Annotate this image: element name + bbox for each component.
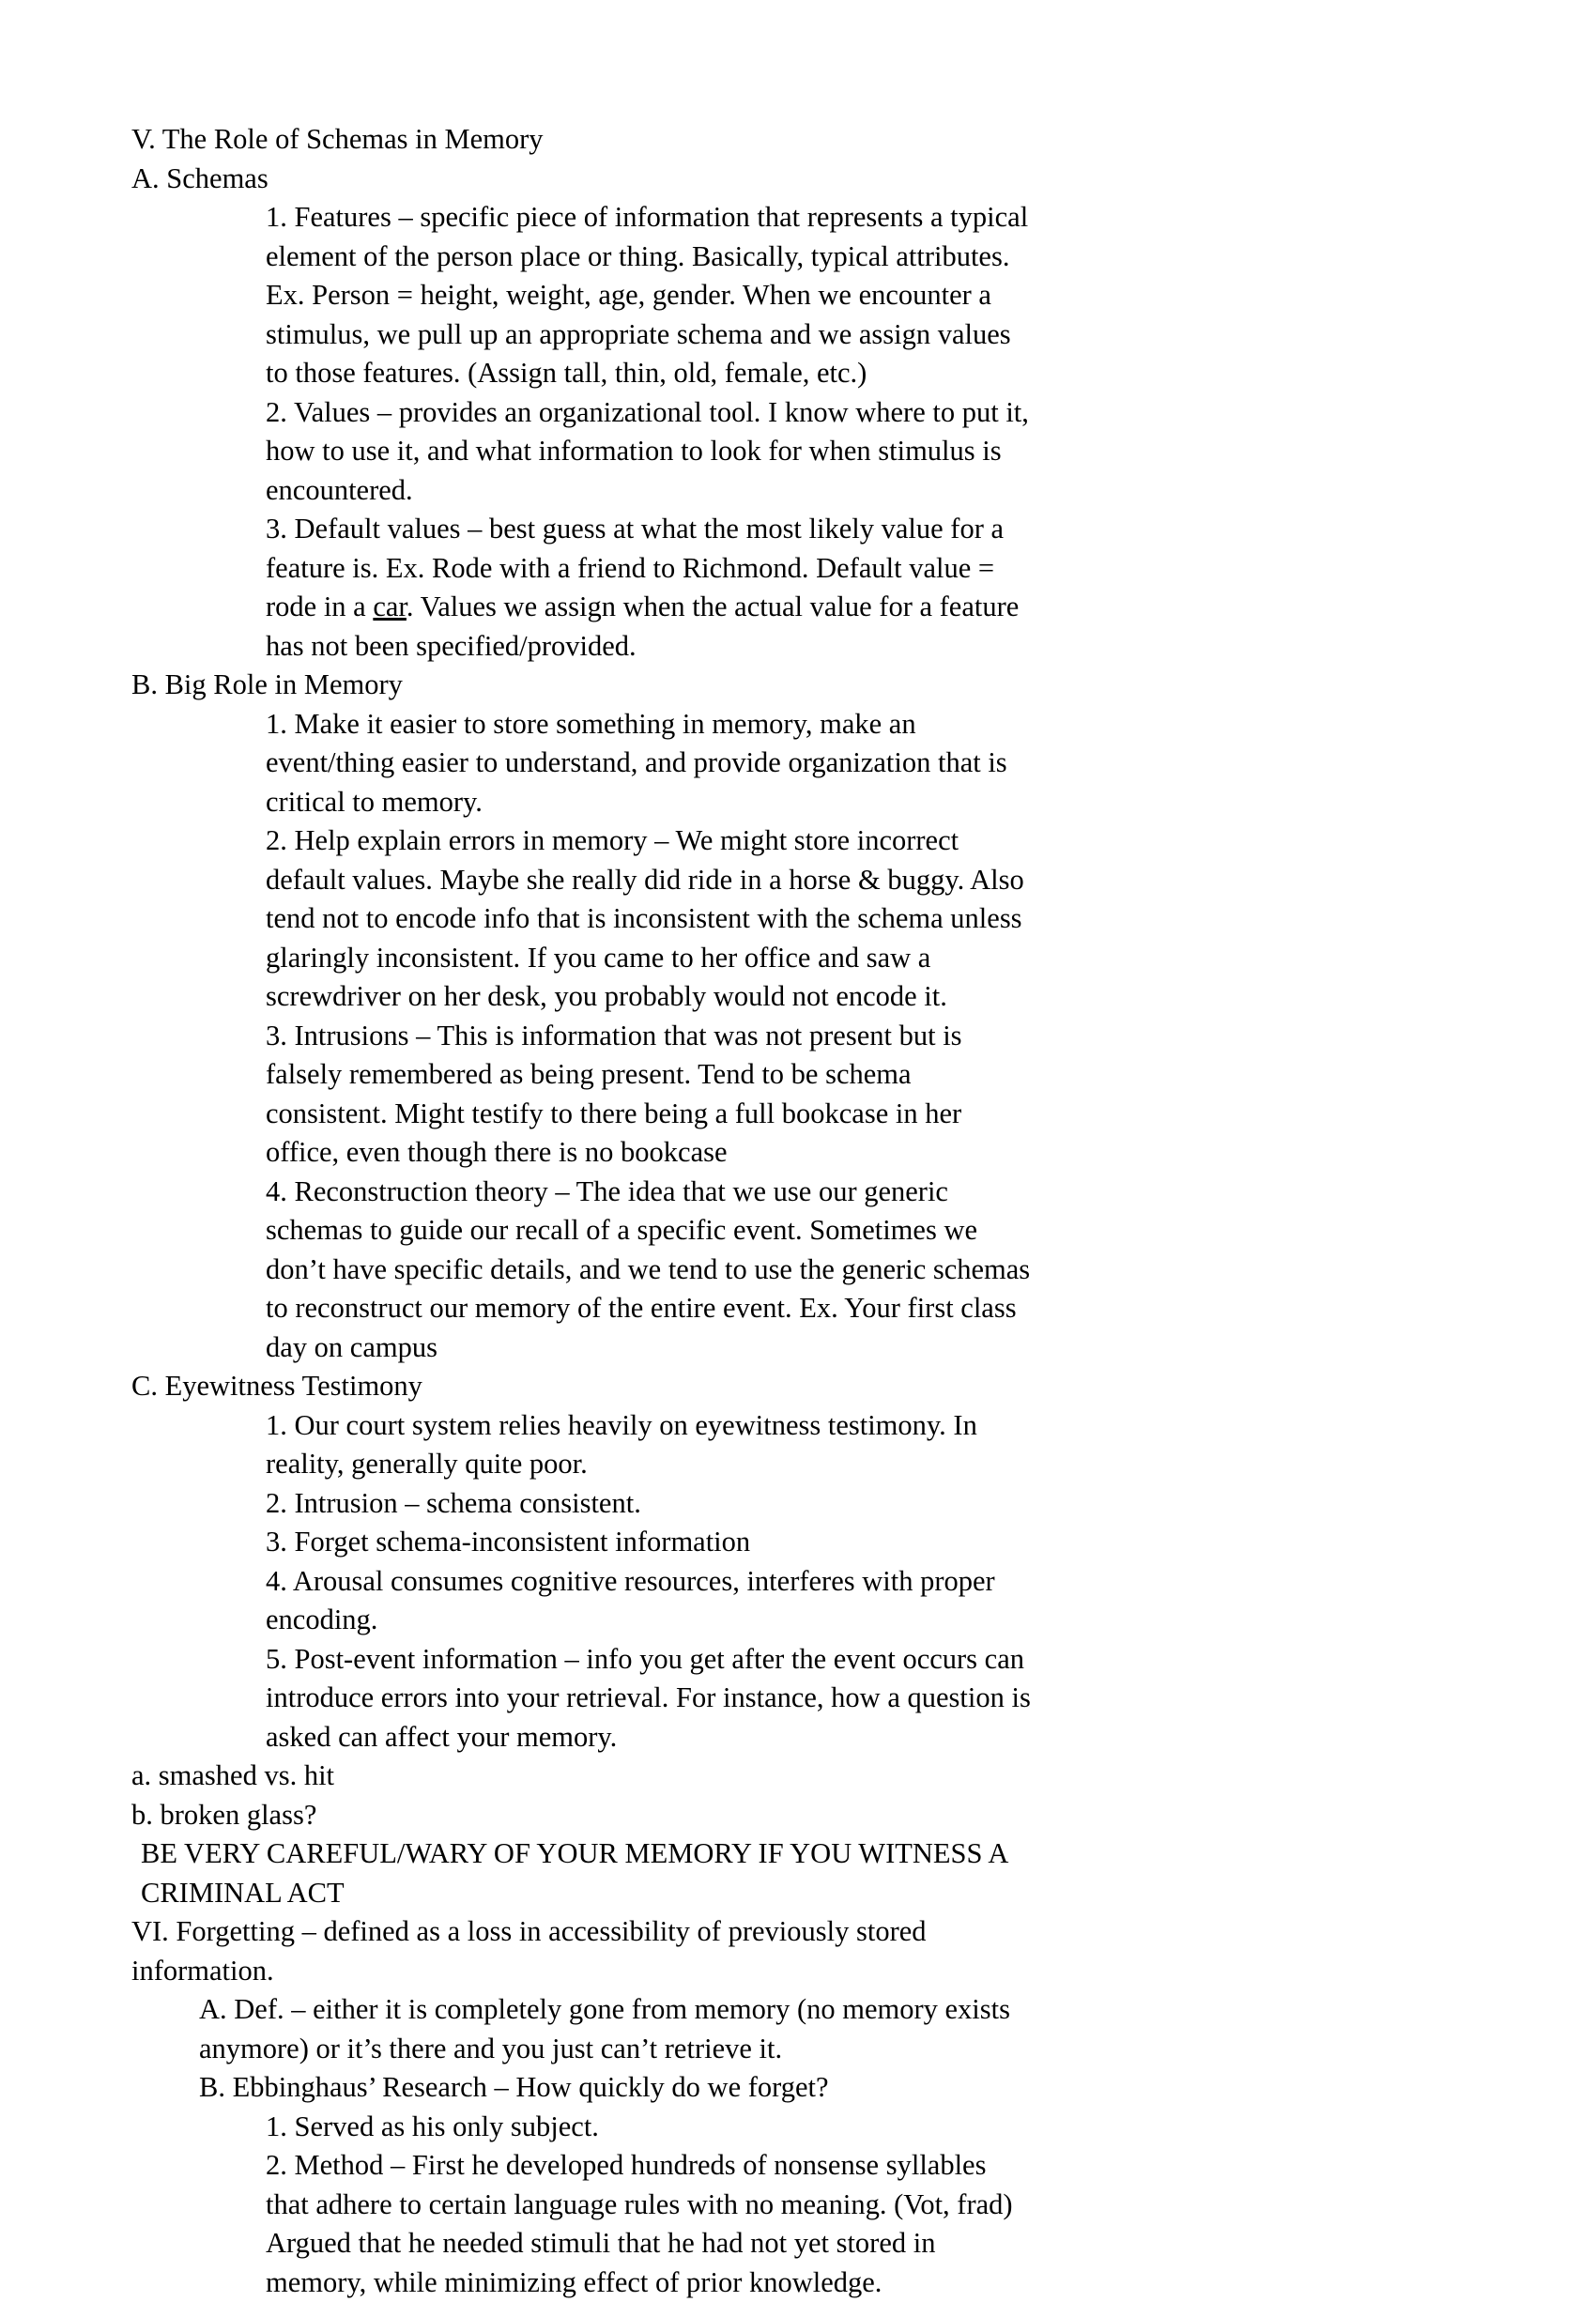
heading-section-vi-a: A. Def. – either it is completely gone from memory (no memory exists anymore) or it’s there and you just can’t retrieve it. [199, 1993, 1010, 2064]
item-v-a-3-underlined-word: car [373, 591, 407, 622]
heading-section-v-c: C. Eyewitness Testimony [131, 1370, 422, 1402]
item-v-c-4: 4. Arousal consumes cognitive resources, interferes with proper encoding. [266, 1564, 995, 1635]
item-v-c-2: 2. Intrusion – schema consistent. [266, 1486, 641, 1519]
item-v-a-3-text-before: 3. Default values – best guess at what the most likely value for a feature is. Ex. Rode with a friend to Richmond. Default value = rode in a [266, 513, 1005, 622]
item-v-a-3 [266, 510, 1033, 666]
heading-section-v-b: B. Big Role in Memory [131, 668, 403, 700]
item-v-a-1: 1. Features – specific piece of information that represents a typical element of the person place or thing. Basically, typical attributes. Ex. Person = height, weight, age, gender. When we encounter a stimulus, we pull up an appropriate schema and we assign values to those features. (Assign tall, thin, old, female, etc.) [266, 201, 1029, 389]
heading-section-vi-b: B. Ebbinghaus’ Research – How quickly do we forget? [199, 2071, 829, 2103]
item-v-b-4: 4. Reconstruction theory – The idea that we use our generic schemas to guide our recall of a specific event. Sometimes we don’t have specific details, and we tend to use the generic schemas to reconstruct our memory of the entire event. Ex. Your first class day on campus [266, 1174, 1031, 1363]
outline-body [131, 120, 1033, 2302]
warning-line: BE VERY CAREFUL/WARY OF YOUR MEMORY IF YOU WITNESS A CRIMINAL ACT [141, 1837, 1007, 1909]
item-v-c-5-b: b. broken glass? [131, 1798, 317, 1831]
item-v-c-1: 1. Our court system relies heavily on eyewitness testimony. In reality, generally quite poor. [266, 1408, 977, 1480]
item-v-b-1: 1. Make it easier to store something in memory, make an event/thing easier to understand, and provide organization that is critical to memory. [266, 707, 1007, 818]
item-v-c-5-a: a. smashed vs. hit [131, 1759, 335, 1791]
heading-section-v-a: A. Schemas [131, 161, 269, 194]
item-v-c-3: 3. Forget schema-inconsistent information [266, 1526, 751, 1558]
item-v-b-3: 3. Intrusions – This is information that was not present but is falsely remembered as being present. Tend to be schema consistent. Might testify to there being a full bookcase in her office, even though there is no bookcase [266, 1019, 962, 1168]
item-v-a-3-text-after: . Values we assign when the actual value for a feature has not been specified/provided. [266, 591, 1020, 662]
item-vi-b-1: 1. Served as his only subject. [266, 2110, 599, 2142]
item-v-c-5: 5. Post-event information – info you get after the event occurs can introduce errors into your retrieval. For instance, how a question is asked can affect your memory. [266, 1642, 1031, 1753]
heading-section-vi: VI. Forgetting – defined as a loss in accessibility of previously stored information. [131, 1915, 927, 1987]
item-vi-b-2: 2. Method – First he developed hundreds of nonsense syllables that adhere to certain language rules with no meaning. (Vot, frad) Argued that he needed stimuli that he had not yet stored in memory, while minimizing effect of prior knowledge. [266, 2149, 1013, 2298]
item-v-a-2: 2. Values – provides an organizational tool. I know where to put it, how to use it, and what information to look for when stimulus is encountered. [266, 395, 1029, 506]
heading-section-v: V. The Role of Schemas in Memory [131, 123, 544, 155]
item-v-b-2: 2. Help explain errors in memory – We might store incorrect default values. Maybe she really did ride in a horse & buggy. Also tend not to encode info that is inconsistent with the schema unless glaringly inconsistent. If you came to her office and saw a screwdriver on her desk, you probably would not encode it. [266, 824, 1024, 1012]
